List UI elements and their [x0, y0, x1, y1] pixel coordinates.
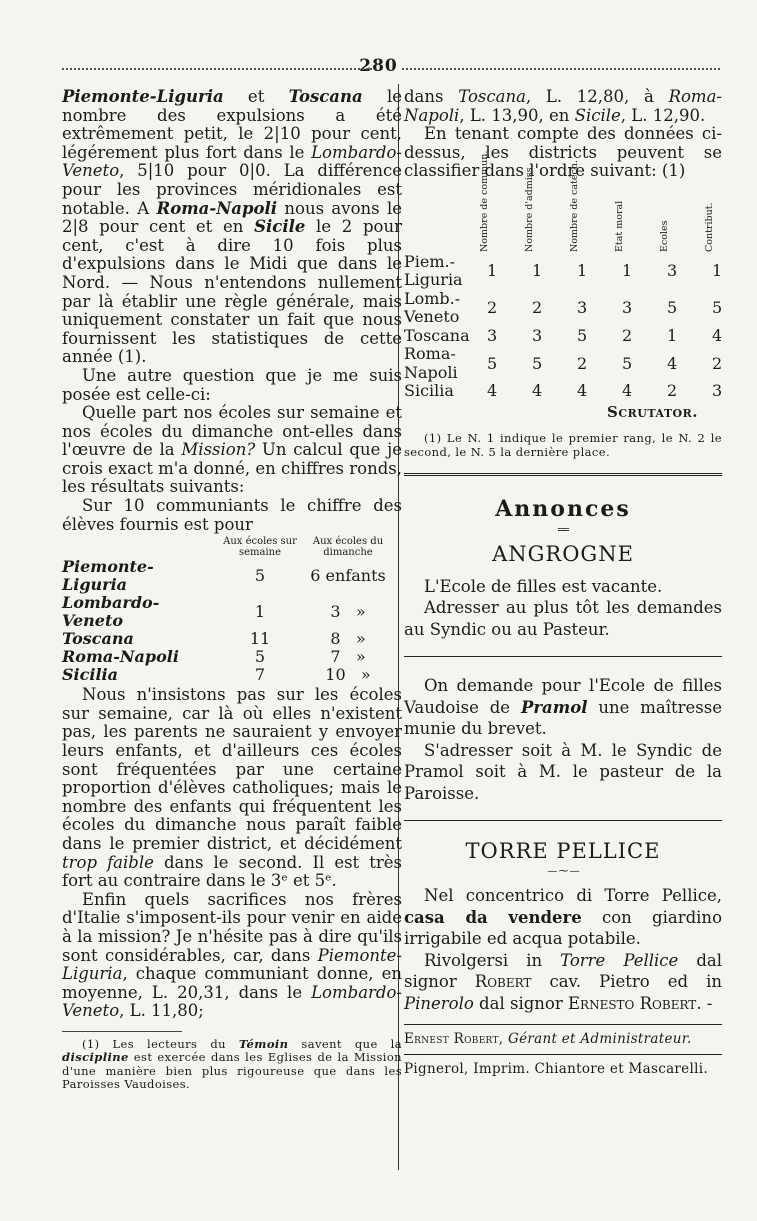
- cell: 2: [622, 325, 633, 345]
- row-name: Lombardo-Veneto: [62, 593, 160, 631]
- cell: 5: [667, 298, 678, 318]
- cell: 1: [577, 261, 588, 281]
- paragraph-communicants: Sur 10 communiants le chiffre des élèves fournis est pour: [62, 496, 402, 534]
- value: 8: [330, 629, 341, 649]
- header-label: Ecoles: [658, 220, 670, 252]
- region-name: Roma-Napoli: [404, 87, 722, 125]
- announcement-separator: [404, 820, 722, 821]
- text: savent que la: [288, 1036, 402, 1051]
- table-row: [404, 382, 740, 401]
- text: , 5|10 pour 0|0. La différence pour les provinces méridionales est notable. A: [62, 161, 402, 218]
- left-column: [62, 88, 402, 1092]
- announcement-heading: TORRE PELLICE: [465, 839, 661, 864]
- cell-sunday: [304, 630, 392, 648]
- cell: 3: [712, 381, 723, 401]
- region-name: Toscana: [458, 87, 526, 106]
- paragraph-question: Une autre question que je me suis posée est celle-ci:: [62, 365, 402, 404]
- section-rule: [404, 473, 722, 476]
- announcement-text: [404, 885, 722, 950]
- text: , L. 11,80;: [119, 1001, 204, 1021]
- text: Quelle part nos écoles sur semaine et nos écoles du dimanche ont-elles dans l'œuvre de la: [62, 403, 402, 460]
- cell-sunday: [304, 648, 392, 666]
- emphasis: Mission?: [181, 440, 256, 460]
- cell: 5: [622, 353, 633, 373]
- cell: 4: [712, 325, 723, 345]
- text: le nombre des expulsions a été extrêmement petit, le 2|10 pour cent, légérement plus fort dans le: [62, 87, 402, 162]
- region-name: Piemonte-Liguria: [62, 945, 402, 984]
- cell: 4: [577, 381, 588, 401]
- cell: 1: [667, 325, 678, 345]
- announces-title: Annonces: [495, 495, 631, 522]
- announcement-pramol: [404, 675, 722, 804]
- cell: 5: [532, 353, 543, 373]
- table-row: [62, 630, 392, 648]
- text: , L. 12,90.: [620, 105, 706, 125]
- imprint-manager: [404, 1031, 722, 1048]
- right-column: [404, 88, 722, 1084]
- cell: 3: [532, 325, 543, 345]
- name-smallcaps: Ernest Robert: [404, 1031, 499, 1048]
- cell: 2: [667, 381, 678, 401]
- cell: 1: [532, 261, 543, 281]
- header-label: Etat moral: [613, 200, 625, 252]
- region-name: Sicile: [574, 105, 621, 125]
- row-name: Piem.-Liguria: [404, 251, 463, 290]
- cell: 5: [487, 353, 498, 373]
- text: ,: [498, 1031, 508, 1048]
- imprint-rule: [404, 1054, 722, 1055]
- cell-weekday: 7: [254, 665, 266, 685]
- announcement-text: [404, 950, 722, 1015]
- region-name: Lombardo-Veneto: [62, 142, 402, 181]
- cell: 3: [622, 298, 633, 318]
- col-header: [470, 150, 515, 253]
- announcement-text: [404, 675, 722, 740]
- emphasis: trop faible: [62, 852, 154, 872]
- emphasis: casa da vendere: [404, 907, 582, 927]
- text: Enfin quels sacrifices nos frères d'Italie s'imposent-ils pour venir en aide à la mission? Je n'hésite pas à dire qu'ils sont considérables, car, dans: [62, 889, 402, 965]
- announcement-separator: [404, 656, 722, 657]
- text: , L. 13,90, en: [459, 105, 575, 125]
- text: est exercée dans les Eglises de la Mission d'une manière bien plus rigoureuse que dans les Paroisses Vaudoises.: [62, 1050, 402, 1092]
- header-label: Nombre d'admiss.: [523, 164, 535, 252]
- unit: »: [360, 665, 371, 685]
- cell: 4: [487, 381, 498, 401]
- school-table: [62, 536, 392, 684]
- table-row: [404, 327, 740, 346]
- cell: 5: [712, 298, 723, 318]
- header-label: Nombre de catéch.: [568, 160, 580, 252]
- cell-sunday: [304, 594, 392, 630]
- row-name: Piemonte-Liguria: [62, 557, 154, 595]
- text: dans: [404, 87, 459, 106]
- cell-weekday: 1: [254, 602, 266, 622]
- text: (1) Les lecteurs du: [82, 1036, 239, 1051]
- row-name: Toscana: [404, 325, 470, 345]
- unit: »: [355, 602, 366, 622]
- footnote-left: [62, 1038, 402, 1092]
- header-label: Contribut.: [703, 202, 715, 252]
- col-header: [650, 187, 695, 253]
- unit: »: [355, 629, 366, 649]
- announcement-heading: ANGROGNE: [492, 541, 634, 566]
- row-name: Toscana: [62, 629, 134, 649]
- emphasis: Témoin: [238, 1036, 289, 1051]
- table-corner: [404, 187, 470, 253]
- region-name: Lombardo-Veneto: [62, 982, 402, 1021]
- table-row: [62, 594, 392, 630]
- imprint-printer: Pignerol, Imprim. Chiantore et Mascarelli.: [404, 1061, 708, 1078]
- col-header-sunday: Aux écoles du dimanche: [312, 536, 384, 559]
- text: dans le second. Il est très fort au contraire dans le 3ᵉ et 5ᵉ.: [62, 852, 402, 891]
- unit: enfants: [325, 566, 386, 586]
- cell: 3: [577, 298, 588, 318]
- footnote-rule: [62, 1031, 182, 1032]
- col-header: [515, 164, 560, 253]
- cell: 1: [487, 261, 498, 281]
- text: con giardino irrigabile ed acqua potabile.: [404, 907, 722, 949]
- emphasis: Pinerolo: [404, 993, 474, 1013]
- announcement-text: L'Ecole de filles est vacante.: [424, 576, 663, 596]
- text: nous avons le 2|8 pour cent et en: [62, 198, 402, 237]
- cell-weekday: 11: [249, 629, 271, 649]
- text: dal signor: [404, 950, 723, 992]
- value: 3: [330, 602, 341, 622]
- cell: 1: [622, 261, 633, 281]
- cell: 4: [667, 353, 678, 373]
- text: cav. Pietro ed in: [531, 972, 722, 992]
- row-name: Roma-Napoli: [404, 344, 458, 382]
- table-row: [62, 666, 392, 684]
- emphasis: Torre Pellice: [560, 950, 679, 970]
- table-corner: [62, 536, 216, 558]
- announcement-angrogne: [404, 542, 722, 641]
- value: 6: [310, 566, 321, 586]
- paragraph-schools: [62, 404, 402, 497]
- text: . -: [696, 993, 713, 1013]
- text: et: [223, 87, 289, 106]
- footnote-right: (1) Le N. 1 indique le premier rang, le N. 2 le second, le N. 5 la dernière place.: [404, 430, 722, 459]
- announcement-text: S'adresser soit à M. le Syndic de Pramol soit à M. le pasteur de la Paroisse.: [404, 740, 722, 803]
- region-name: Toscana: [288, 87, 363, 106]
- cell: 1: [712, 261, 723, 281]
- row-name: Sicilia: [404, 381, 454, 401]
- table-row: [404, 290, 740, 327]
- text: une maîtresse munie du brevet.: [404, 697, 722, 739]
- col-header: [605, 187, 650, 253]
- text: Rivolgersi in: [424, 950, 561, 970]
- col-header: [560, 160, 605, 253]
- text: dal signor: [473, 993, 568, 1013]
- region-name: Sicile: [254, 217, 306, 237]
- cell: 2: [487, 298, 498, 318]
- row-name: Lomb.-Veneto: [404, 288, 461, 327]
- value: 7: [330, 647, 341, 667]
- text: , L. 12,80, à: [525, 87, 669, 106]
- header-label: Nombre de commun.: [478, 150, 490, 252]
- emphasis: discipline: [62, 1050, 129, 1065]
- text: le 2 pour cent, c'est à dire 10 fois plus d'expulsions dans le Midi que dans le Nord. — Nous n'entendons nullement par là établir une règle générale, mais uniquement constater un fait que nous fournissent les statistiques de cette année (1).: [62, 217, 402, 367]
- decorative-rule: ══: [557, 524, 569, 536]
- name-smallcaps: Ernesto Robert: [567, 993, 697, 1013]
- cell: 5: [577, 325, 588, 345]
- cell: 4: [622, 381, 633, 401]
- paragraph-expulsions: [62, 88, 402, 367]
- page-number: 280: [359, 56, 398, 76]
- header-rule-right: [402, 68, 720, 70]
- announcement-text: Adresser au plus tôt les demandes au Syndic ou au Pasteur.: [404, 598, 722, 639]
- cell-sunday: [304, 666, 392, 684]
- cell-weekday: 5: [254, 566, 266, 586]
- text: Un calcul que je crois exact m'a donné, en chiffres ronds, les résultats suivants:: [62, 440, 402, 497]
- paragraph-ranking: En tenant compte des données ci-dessus, les districts peuvent se classifier dans l'ordre suivant: (1): [404, 124, 722, 181]
- header-rule-left: [62, 68, 372, 70]
- unit: »: [355, 647, 366, 667]
- cell: 4: [532, 381, 543, 401]
- text: Nous n'insistons pas sur les écoles sur semaine, car là où elles n'existent pas, les parents ne sauraient y envoyer leurs enfants, et d'ailleurs ces écoles sont fréquentées par une certaine proportion d'élèves catholiques; mais le nombre des enfants qui fréquentent les écoles du dimanche nous paraît faible dans le premier district, et décidément: [62, 685, 402, 853]
- paragraph-insist: [62, 686, 402, 891]
- cell-weekday: 5: [254, 647, 266, 667]
- region-name: Roma-Napoli: [156, 198, 278, 218]
- announcement-torre-pellice: [404, 839, 722, 1014]
- table-row: [62, 558, 392, 594]
- imprint-separator: [404, 1024, 722, 1025]
- table-row: [404, 253, 740, 290]
- row-name: Roma-Napoli: [62, 647, 179, 667]
- author-signature: Scrutator.: [607, 402, 698, 421]
- cell: 2: [532, 298, 543, 318]
- row-name: Sicilia: [62, 665, 118, 685]
- region-name: Piemonte-Liguria: [62, 87, 224, 106]
- decorative-rule: — ⁓ —: [547, 866, 579, 878]
- paragraph-contributions: [404, 88, 722, 125]
- text: , chaque communiant donne, en moyenne, L. 20,31, dans le: [62, 964, 402, 1002]
- cell: 3: [487, 325, 498, 345]
- col-header: [695, 187, 740, 253]
- emphasis: Gérant et Administrateur.: [507, 1031, 692, 1048]
- table-row: [404, 345, 740, 382]
- cell: 2: [577, 353, 588, 373]
- value: 10: [325, 665, 346, 685]
- text: Nel concentrico di Torre Pellice,: [424, 886, 722, 906]
- text: On demande pour l'Ecole de filles Vaudoise de: [404, 676, 722, 717]
- cell: 3: [667, 261, 678, 281]
- table-row: [62, 648, 392, 666]
- name-smallcaps: Robert: [474, 972, 532, 992]
- col-header-weekday: Aux écoles sur semaine: [223, 536, 297, 559]
- cell: 2: [712, 353, 723, 373]
- paragraph-sacrifices: [62, 891, 402, 1021]
- cell-sunday: [304, 558, 392, 594]
- emphasis: Pramol: [520, 697, 588, 717]
